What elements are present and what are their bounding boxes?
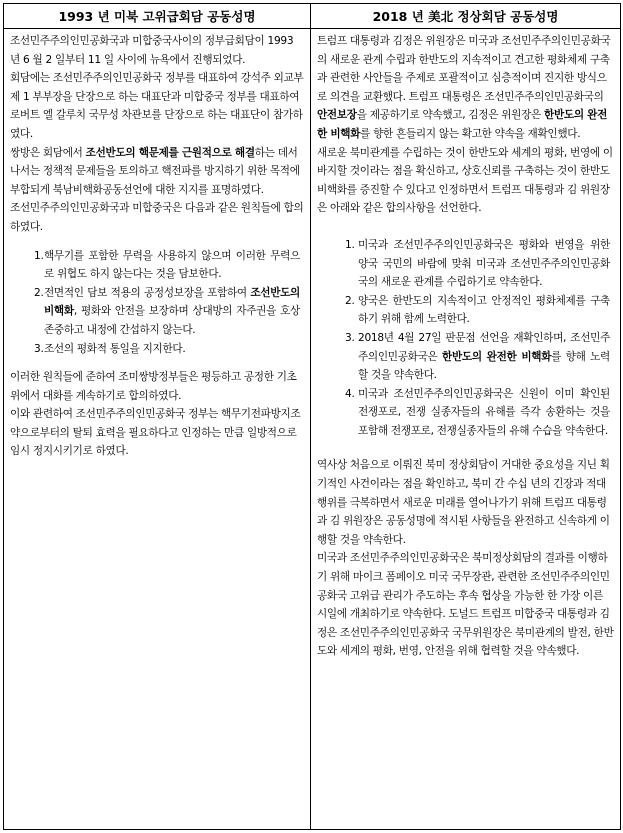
list-item: 3. 2018년 4월 27일 판문점 선언을 재확인하며, 조선민주주의인민공화국은 한반도의 완전한 비핵화를 향해 노력할 것을 약속한다. — [345, 331, 610, 382]
column-1993 — [4, 29, 311, 830]
column-2018 — [311, 29, 621, 830]
list-item: 4. 미국과 조선민주주의인민공화국은 신원이 이미 확인된 전쟁포로, 전쟁 실종자들의 유해를 즉각 송환하는 것을 포함해 전쟁포로, 전쟁실종자들의 유해 수습을 약속한다. — [345, 387, 610, 437]
principles-list — [10, 247, 304, 359]
column-2018-text — [311, 29, 620, 661]
paragraph: 미국과 조선민주주의인민공화국은 북미정상회담의 결과를 이행하기 위해 마이크 폼페이오 미국 국무장관, 관련한 조선민주주의인민공화국 고위급 관리가 주도하는 후속 협상을 가능한 한 가장 이른 시일에 개최하기로 약속한다. 도널드 트럼프 미합중국 대통령과 김정은 조선민주주의인민공화국 국무위원장은 북미관계의 발전, 한반도와 세계의 평화, 번영, 안전을 위해 협력할 것을 약속했다. — [317, 552, 614, 658]
list-item: 3. 조선의 평화적 통일을 지지한다. — [34, 342, 186, 355]
list-item: 2. 양국은 한반도의 지속적이고 안정적인 평화체제를 구축하기 위해 함께 노력한다. — [345, 294, 610, 326]
paragraph: 역사상 처음으로 이뤄진 북미 정상회담이 거대한 중요성을 지닌 획기적인 사건이라는 점을 확인하고, 북미 간 수십 년의 긴장과 적대행위를 극복하면서 새로운 미래를 열어나가기 위해 트럼프 대통령과 김 위원장은 공동성명에 적시된 사항들을 완전하고 신속하게 이행할 것을 약속한다. — [317, 459, 610, 546]
bold-text: 한반도의 완전한 비핵화 — [317, 109, 608, 140]
bold-text: 안전보장 — [317, 109, 357, 122]
header-row — [4, 4, 621, 29]
paragraph: 쌍방은 회담에서 조선반도의 핵문제를 근원적으로 해결하는 데서 나서는 정책적 문제들을 토의하고 핵전파를 방지하기 위한 목적에 부합되게 북남비핵화공동선언에 대한 지지를 표명하였다. — [10, 146, 300, 196]
content-row — [4, 29, 621, 830]
paragraph: 트럼프 대통령과 김정은 위원장은 미국과 조선민주주의인민공화국의 새로운 관계 수립과 한반도의 지속적이고 견고한 평화체제 구축과 관련한 사안들을 주제로 포괄적이고 심층적이며 진지한 방식으로 의견을 교환했다. 트럼프 대통령은 조선민주주의인민공화국의 안전보장을 제공하기로 약속했고, 김정은 위원장은 한반도의 완전한 비핵화를 향한 흔들리지 않는 확고한 약속을 재확인했다. — [317, 35, 611, 140]
paragraph: 회담에는 조선민주주의인민공화국 정부를 대표하여 강석주 외교부 제 1 부부장을 단장으로 하는 대표단과 미합중국 정부를 대표하여 로버트 엘 갈루치 국무성 차관보를 단장으로 하는 대표단이 참가하였다. — [10, 72, 304, 140]
header-1993: 1993 년 미북 고위급회담 공동성명 — [4, 4, 311, 29]
list-item: 1. 미국과 조선민주주의인민공화국은 평화와 번영을 위한 양국 국민의 바람에 맞춰 미국과 조선민주주의인민공화국의 새로운 관계를 수립하기로 약속한다. — [345, 238, 610, 289]
column-1993-text — [4, 29, 310, 461]
comparison-table — [3, 3, 621, 830]
paragraph: 이와 관련하여 조선민주주의인민공화국 정부는 핵무기전파방지조약으로부터의 탈퇴 효력을 필요하다고 인정하는 만큼 일방적으로 임시 정지시키기로 하였다. — [10, 408, 301, 458]
paragraph: 조선민주주의인민공화국과 미합중국은 다음과 같은 원칙들에 합의하였다. — [10, 202, 304, 233]
header-2018: 2018 년 美北 정상회담 공동성명 — [311, 4, 621, 29]
agreements-list — [317, 236, 614, 441]
paragraph: 새로운 북미관계를 수립하는 것이 한반도와 세계의 평화, 번영에 이바지할 것이라는 점을 확신하고, 상호신뢰를 구축하는 것이 한반도 비핵화를 증진할 수 있다고 인정하면서 트럼프 대통령과 김 위원장은 아래와 같은 합의사항을 선언한다. — [317, 146, 613, 215]
paragraph: 이러한 원칙들에 준하여 조미쌍방정부들은 평등하고 공정한 기초 위에서 대화를 계속하기로 합의하였다. — [10, 371, 297, 402]
bold-text: 한반도의 완전한 비핵화 — [442, 350, 552, 363]
bold-text: 조선반도의 핵문제를 근원적으로 해결 — [85, 146, 255, 159]
list-item: 2. 전면적인 담보 적용의 공정성보장을 포함하여 조선반도의 비핵화, 평화와 안전을 보장하며 상대방의 자주권을 호상 존중하고 내정에 간섭하지 않는다. — [34, 286, 300, 336]
bold-text: 조선반도의 비핵화 — [44, 286, 300, 318]
paragraph: 조선민주주의인민공화국과 미합중국사이의 정부급회담이 1993 년 6 월 2 일부터 11 일 사이에 뉴욕에서 진행되었다. — [10, 35, 294, 66]
list-item: 1. 핵무기를 포함한 무력을 사용하지 않으며 이러한 무력으로 위협도 하지 않는다는 것을 담보한다. — [34, 249, 300, 281]
